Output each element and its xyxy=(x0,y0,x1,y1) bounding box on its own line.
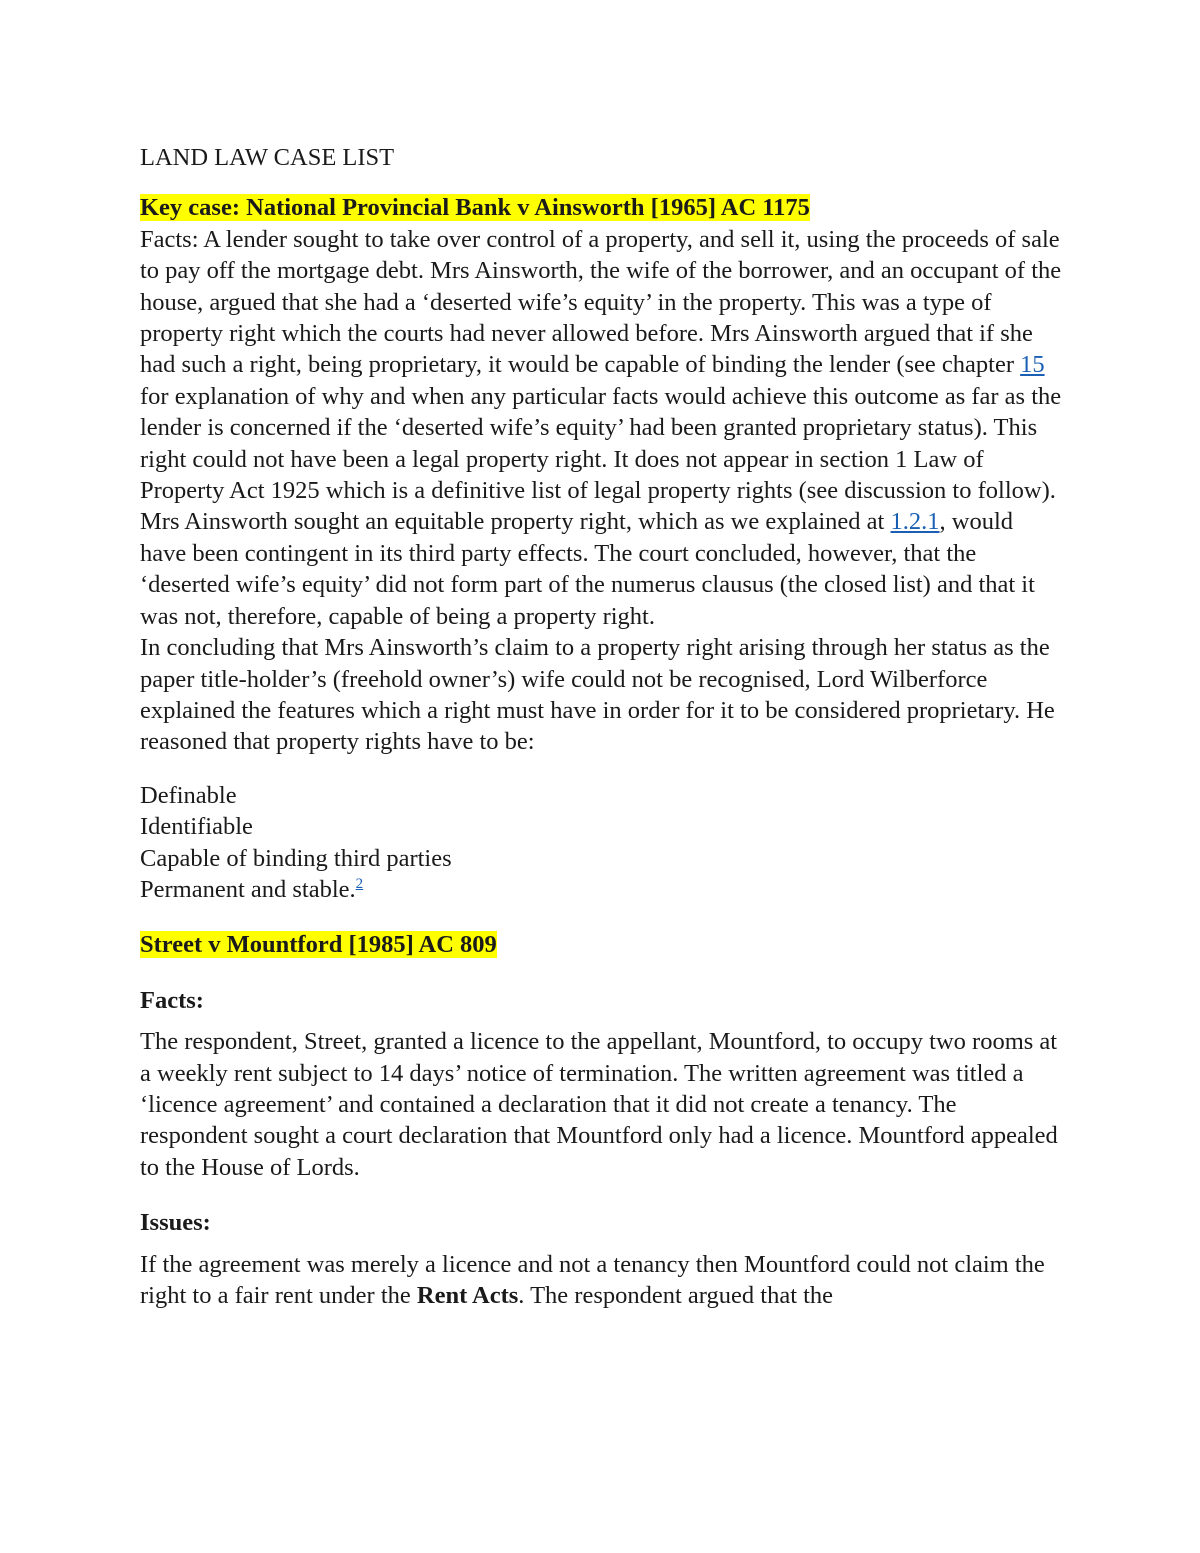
feature-binding-third-parties: Capable of binding third parties xyxy=(140,844,452,872)
street-issues-text-1: If the agreement was merely a licence and not a tenancy then Mountford could not claim the right to a fair rent under the xyxy=(140,1250,1045,1309)
spacer xyxy=(140,758,1065,780)
street-facts-paragraph: The respondent, Street, granted a licence to the appellant, Mountford, to occupy two rooms at a weekly rent subject to 14 days’ notice of termination. The written agreement was titled a ‘licence agreement’ and contained a declaration that it did not create a tenancy. The respondent sought a court declaration that Mountford only had a licence. Mountford appealed to the House of Lords. xyxy=(140,1028,1058,1181)
ainsworth-facts-paragraph xyxy=(140,224,1065,632)
feature-permanent-stable xyxy=(140,874,1065,905)
ainsworth-facts-text-1: Facts: A lender sought to take over control of a property, and sell it, using the proceeds of sale to pay off the mortgage debt. Mrs Ainsworth, the wife of the borrower, and an occupant of the house, argued that she had a ‘deserted wife’s equity’ in the property. This was a type of property right which the courts had never allowed before. Mrs Ainsworth argued that if she had such a right, being proprietary, it would be capable of binding the lender (see chapter xyxy=(140,225,1062,379)
street-issues-text-2: . The respondent argued that the xyxy=(518,1282,834,1309)
spacer xyxy=(140,961,1065,985)
case-heading-ainsworth-text: Key case: National Provincial Bank v Ainsworth [1965] AC 1175 xyxy=(140,194,810,222)
spacer xyxy=(140,1183,1065,1207)
section-1-2-1-link[interactable]: 1.2.1 xyxy=(890,508,940,536)
feature-definable: Definable xyxy=(140,781,237,809)
case-heading-ainsworth xyxy=(140,192,1065,223)
ainsworth-facts-text-3: , would have been contingent in its third party effects. The court concluded, however, that the ‘deserted wife’s equity’ did not form part of the numerus clausus (the closed list) and that it was not, therefore, capable of being a property right. xyxy=(140,508,1035,630)
rent-acts-term: Rent Acts xyxy=(416,1282,519,1309)
case-heading-street-text: Street v Mountford [1985] AC 809 xyxy=(140,931,497,959)
document-title: LAND LAW CASE LIST xyxy=(140,144,395,171)
spacer xyxy=(140,1239,1065,1249)
property-features-list xyxy=(140,780,1065,906)
spacer xyxy=(140,1016,1065,1026)
chapter-15-link[interactable]: 15 xyxy=(1020,351,1045,379)
document-content xyxy=(140,142,1065,1311)
feature-identifiable: Identifiable xyxy=(140,813,253,841)
spacer xyxy=(140,905,1065,929)
street-issues-label: Issues: xyxy=(140,1209,211,1237)
wilberforce-paragraph: In concluding that Mrs Ainsworth’s claim to a property right arising through her status as the paper title-holder’s (freehold owner’s) wife could not be recognised, Lord Wilberforce explained the features which a right must have in order for it to be considered proprietary. He reasoned that property rights have to be: xyxy=(140,634,1055,756)
street-issues-paragraph xyxy=(140,1249,1065,1312)
feature-permanent-stable-text: Permanent and stable. xyxy=(140,875,356,903)
case-heading-street xyxy=(140,929,1065,960)
ainsworth-facts-text-2: for explanation of why and when any particular facts would achieve this outcome as far as the lender is concerned if the ‘deserted wife’s equity’ had been granted proprietary status). This right could not have been a legal property right. It does not appear in section 1 Law of Property Act 1925 which is a definitive list of legal property rights (see discussion to follow). Mrs Ainsworth sought an equitable property right, which as we explained at xyxy=(140,382,1062,536)
footnote-2-link[interactable]: 2 xyxy=(355,875,364,892)
street-facts-label: Facts: xyxy=(140,986,204,1014)
